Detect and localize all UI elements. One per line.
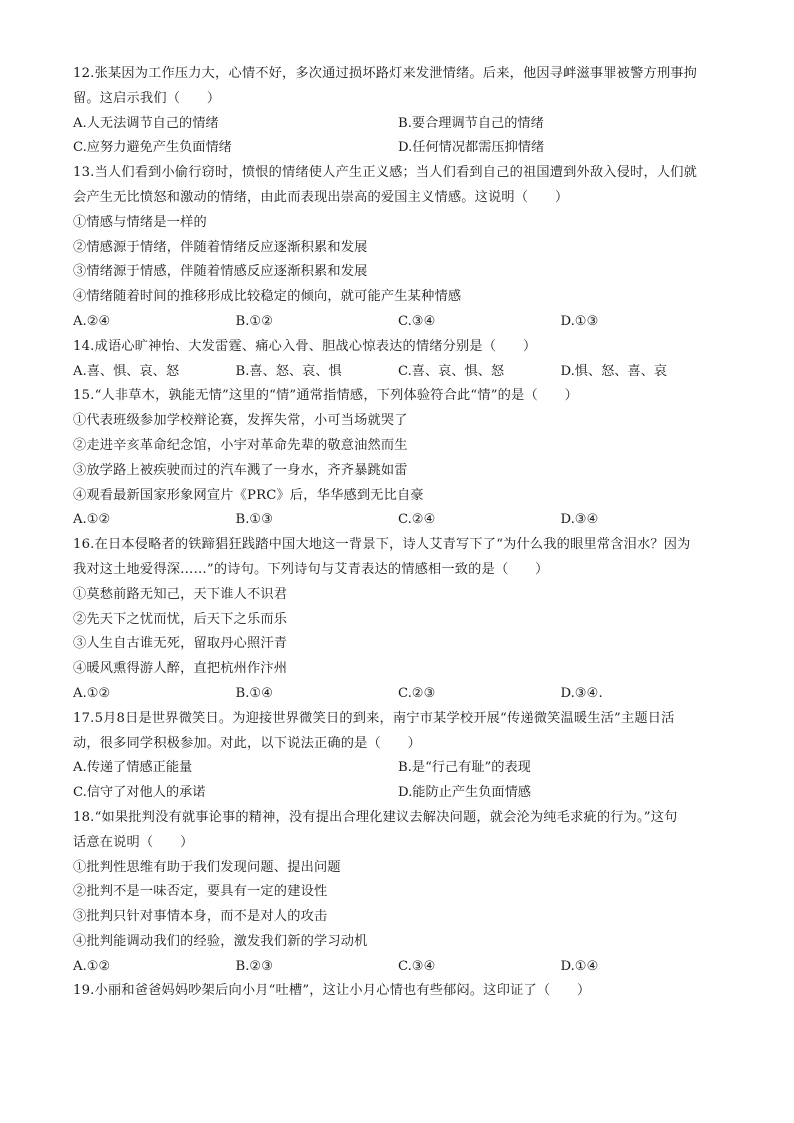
q15-option-b: B.①③ <box>235 512 274 528</box>
q13-option-a: A.②④ <box>73 313 111 329</box>
q15-stem: 15.“人非草木，孰能无情”这里的“情”通常指情感，下列体验符合此“情”的是（ ） <box>73 388 579 404</box>
q13-statement: ③情绪源于情感，伴随着情感反应逐渐积累和发展 <box>73 264 368 280</box>
q18-stem: 话意在说明（ ） <box>73 834 194 850</box>
q13-option-b: B.①② <box>235 313 274 329</box>
q16-option-b: B.①④ <box>235 685 274 701</box>
q13-options <box>73 310 723 335</box>
q18-options <box>73 955 723 980</box>
q13-stem: 13.当人们看到小偷行窃时，愤恨的情绪使人产生正义感；当人们看到自己的祖国遭到外敌入侵时，人们就 <box>73 165 698 181</box>
q14-option-b: B.喜、怒、哀、惧 <box>235 363 342 379</box>
q17-options <box>73 756 723 781</box>
q14-stem: 14.成语心旷神怡、大发雷霆、痛心入骨、胆战心惊表达的情绪分别是（ ） <box>73 338 537 354</box>
q16-statement: ④暖风熏得游人醉，直把杭州作汴州 <box>73 661 288 677</box>
q13-stem: 会产生无比愤怒和激动的情绪，由此而表现出崇高的爱国主义情感。这说明（ ） <box>73 189 569 205</box>
q13-statement: ④情绪随着时间的推移形成比较稳定的倾向，就可能产生某种情感 <box>73 289 462 305</box>
q17-option-c: C.信守了对他人的承诺 <box>73 785 206 801</box>
q16-statement: ②先天下之忧而忧，后天下之乐而乐 <box>73 611 288 627</box>
q16-statement: ③人生自古谁无死，留取丹心照汗青 <box>73 636 288 652</box>
q18-option-b: B.②③ <box>235 958 274 974</box>
q12-option-a: A.人无法调节自己的情绪 <box>73 115 219 131</box>
q15-statement: ④观看最新国家形象网宣片《PRC》后，华华感到无比自豪 <box>73 487 424 503</box>
q14-option-c: C.喜、哀、惧、怒 <box>398 363 505 379</box>
q14-option-d: D.惧、怒、喜、哀 <box>560 363 668 379</box>
q12-options <box>73 136 723 161</box>
q18-statement: ①批判性思维有助于我们发现问题、提出问题 <box>73 859 341 875</box>
q12-options <box>73 112 723 137</box>
q13-option-c: C.③④ <box>398 313 436 329</box>
q17-option-b: B.是“行己有耻”的表现 <box>398 760 531 776</box>
q15-options <box>73 508 723 533</box>
q13-statement: ①情感与情绪是一样的 <box>73 214 207 230</box>
q16-option-c: C.②③ <box>398 685 436 701</box>
exam-page <box>73 62 723 1004</box>
q18-option-d: D.①④ <box>560 958 599 974</box>
q16-option-a: A.①② <box>73 685 111 701</box>
q15-option-c: C.②④ <box>398 512 436 528</box>
q14-options <box>73 360 723 385</box>
q12-option-c: C.应努力避免产生负面情绪 <box>73 140 232 156</box>
q17-stem: 17.5月8日是世界微笑日。为迎接世界微笑日的到来，南宁市某学校开展“传递微笑温暖生活”主题日活 <box>73 710 675 726</box>
q15-statement: ③放学路上被疾驶而过的汽车溅了一身水，齐齐暴跳如雷 <box>73 462 408 478</box>
q17-option-a: A.传递了情感正能量 <box>73 760 193 776</box>
q16-stem: 我对这土地爱得深……”的诗句。下列诗句与艾青表达的情感相一致的是（ ） <box>73 561 549 577</box>
q18-option-a: A.①② <box>73 958 111 974</box>
q17-options <box>73 781 723 806</box>
q14-option-a: A.喜、惧、哀、怒 <box>73 363 180 379</box>
q12-option-b: B.要合理调节自己的情绪 <box>398 115 544 131</box>
q18-option-c: C.③④ <box>398 958 436 974</box>
q12-option-d: D.任何情况都需压抑情绪 <box>398 140 545 156</box>
q16-stem: 16.在日本侵略者的铁蹄猖狂践踏中国大地这一背景下，诗人艾青写下了“为什么我的眼里常含泪水？因为 <box>73 537 691 553</box>
q18-stem: 18.“如果批判没有就事论事的精神，没有提出合理化建议去解决问题，就会沦为纯毛求疵的行为。”这句 <box>73 809 678 825</box>
q18-statement: ④批判能调动我们的经验，激发我们新的学习动机 <box>73 933 368 949</box>
q19-stem: 19.小丽和爸爸妈妈吵架后向小月“吐槽”，这让小月心情也有些郁闷。这印证了（ ） <box>73 983 591 999</box>
q13-statement: ②情感源于情绪，伴随着情绪反应逐渐积累和发展 <box>73 239 368 255</box>
q18-statement: ②批判不是一味否定，要具有一定的建设性 <box>73 884 328 900</box>
q15-option-a: A.①② <box>73 512 111 528</box>
q12-stem: 12.张某因为工作压力大，心情不好，多次通过损坏路灯来发泄情绪。后来，他因寻衅滋事罪被警方刑事拘 <box>73 66 698 81</box>
q16-options <box>73 682 723 707</box>
q18-statement: ③批判只针对事情本身，而不是对人的攻击 <box>73 909 328 925</box>
q17-stem: 动，很多同学积极参加。对此，以下说法正确的是（ ） <box>73 735 422 751</box>
q17-option-d: D.能防止产生负面情感 <box>398 785 531 801</box>
q15-statement: ①代表班级参加学校辩论赛，发挥失常，小可当场就哭了 <box>73 413 408 429</box>
q15-statement: ②走进辛亥革命纪念馆，小宇对革命先辈的敬意油然而生 <box>73 437 408 453</box>
q16-option-d: D.③④. <box>560 685 603 701</box>
q13-option-d: D.①③ <box>560 313 599 329</box>
q12-stem: 留。这启示我们（ ） <box>73 90 221 106</box>
q15-option-d: D.③④ <box>560 512 599 528</box>
q16-statement: ①莫愁前路无知己，天下谁人不识君 <box>73 586 288 602</box>
